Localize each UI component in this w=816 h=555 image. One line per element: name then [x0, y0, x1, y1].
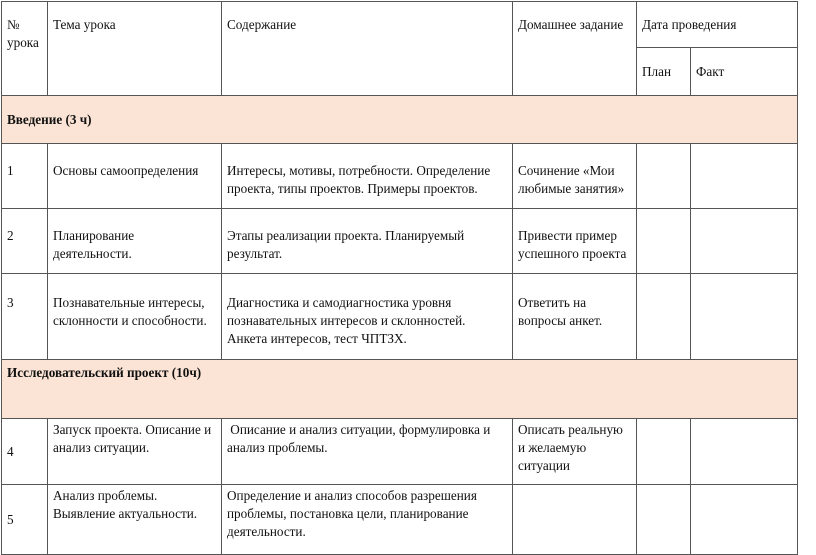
lesson-topic: Основы самоопределения: [48, 144, 222, 209]
table-row: [2, 485, 798, 555]
lesson-content: Диагностика и самодиагностика уровня познавательных интересов и склонностей. Анкета интересов, тест ЧПТЗХ.: [222, 274, 513, 360]
lesson-number: 3: [2, 274, 48, 360]
header-homework: Домашнее задание: [513, 2, 637, 96]
lesson-number: 1: [2, 144, 48, 209]
lesson-fact-date: [691, 209, 798, 274]
lesson-plan-date: [637, 419, 691, 485]
table-row: [2, 209, 798, 274]
lesson-plan-date: [637, 485, 691, 555]
lesson-fact-date: [691, 144, 798, 209]
lesson-homework: [513, 485, 637, 555]
table-row: [2, 144, 798, 209]
lesson-content: Интересы, мотивы, потребности. Определение проекта, типы проектов. Примеры проектов.: [222, 144, 513, 209]
lesson-content: Этапы реализации проекта. Планируемый результат.: [222, 209, 513, 274]
lesson-plan-date: [637, 144, 691, 209]
lesson-topic: Запуск проекта. Описание и анализ ситуации.: [48, 419, 222, 485]
lesson-content: Определение и анализ способов разрешения проблемы, постановка цели, планирование деятельности.: [222, 485, 513, 555]
lesson-fact-date: [691, 485, 798, 555]
lesson-homework: Описать реальную и желаемую ситуации: [513, 419, 637, 485]
lesson-fact-date: [691, 274, 798, 360]
lesson-plan-date: [637, 209, 691, 274]
lesson-homework: Сочинение «Мои любимые занятия»: [513, 144, 637, 209]
lesson-topic: Познавательные интересы, склонности и способности.: [48, 274, 222, 360]
header-topic: Тема урока: [48, 2, 222, 96]
lesson-number: 5: [2, 485, 48, 555]
section-row: [2, 96, 798, 144]
header-plan: План: [637, 48, 691, 96]
lesson-plan-date: [637, 274, 691, 360]
lesson-fact-date: [691, 419, 798, 485]
table-row: [2, 274, 798, 360]
section-title: Исследовательский проект (10ч): [2, 360, 798, 419]
lesson-homework: Привести пример успешного проекта: [513, 209, 637, 274]
header-content: Содержание: [222, 2, 513, 96]
lesson-topic: Планирование деятельности.: [48, 209, 222, 274]
header-lesson-number: № урока: [2, 2, 48, 96]
lesson-topic: Анализ проблемы. Выявление актуальности.: [48, 485, 222, 555]
lesson-content: Описание и анализ ситуации, формулировка и анализ проблемы.: [222, 419, 513, 485]
table-row: [2, 419, 798, 485]
lesson-plan-table: [1, 1, 798, 555]
lesson-homework: Ответить на вопросы анкет.: [513, 274, 637, 360]
lesson-number: 4: [2, 419, 48, 485]
header-fact: Факт: [691, 48, 798, 96]
section-title: Введение (3 ч): [2, 96, 798, 144]
header-date: Дата проведения: [637, 2, 798, 48]
lesson-number: 2: [2, 209, 48, 274]
section-row: [2, 360, 798, 419]
